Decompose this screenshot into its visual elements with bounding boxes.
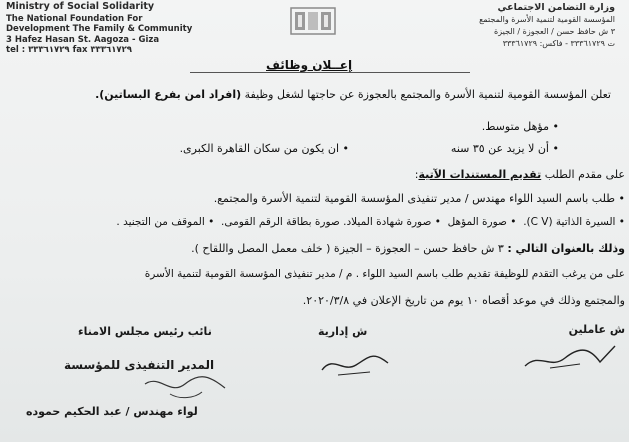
ministry-en: Ministry of Social Solidarity xyxy=(6,1,155,12)
org-en-line1: The National Foundation For xyxy=(6,13,143,24)
intro-line xyxy=(95,88,611,101)
vice-chair-label: نائب رئيس مجلس الامناء xyxy=(78,325,212,338)
arabic-letterhead xyxy=(425,2,615,50)
apply-line-1: على من يرغب التقدم للوظيفة تقديم طلب باسم السيد اللواء . م / مدير تنفيذى المؤسسة القومية لتنمية الأسرة xyxy=(144,268,625,280)
address-label: وذلك بالعنوان التالي : xyxy=(507,242,625,255)
org-ar: المؤسسة القومية لتنمية الأسرة والمجتمع xyxy=(479,15,615,24)
doc-item-birth: صورة شهادة الميلاد. xyxy=(343,216,432,228)
ad-title: إعــلان وظائف xyxy=(266,58,353,72)
requirement-item: • مؤهل متوسط. xyxy=(481,120,559,133)
workers-signature-mark xyxy=(520,340,620,375)
fax-value: ٣٣٣٦١٧٢٩ xyxy=(90,45,132,55)
doc-item-cv: السيرة الذاتية (C V). xyxy=(523,216,616,228)
contact-en xyxy=(6,45,181,56)
address-value: ٣ ش حافظ حسن – العجوزة – الجيزة ( خلف معمل المصل واللقاح ). xyxy=(191,242,504,255)
address-en: 3 Hafez Hasan St. Aagoza - Giza xyxy=(6,34,160,45)
workers-signature-label: ش عاملين xyxy=(568,323,625,336)
doc-item-military: الموقف من التجنيد . xyxy=(116,216,205,228)
foundation-logo-icon xyxy=(289,6,337,36)
signatory-name: لواء مهندس / عبد الحكيم حموده xyxy=(26,405,198,418)
doc-item-id: صورة بطاقة الرقم القومى. xyxy=(221,216,340,228)
docs-intro: على مقدم الطلب تقديم المستندات الآتية: xyxy=(414,168,625,181)
exec-director-label: المدير التنفيذى للمؤسسة xyxy=(64,358,215,372)
intro-text: تعلن المؤسسة القومية لتنمية الأسرة والمجتمع بالعجوزة عن حاجتها لشغل وظيفة xyxy=(244,88,611,101)
intro-highlight: (افراد امن بفرع البساتين). xyxy=(95,88,242,101)
requirement-item: • ان يكون من سكان القاهرة الكبرى. xyxy=(179,142,349,155)
requirement-item: • أن لا يزيد عن ٣٥ سنه xyxy=(450,142,559,155)
admin-signature-label: ش إدارية xyxy=(318,325,368,338)
title-divider xyxy=(190,72,470,73)
english-letterhead xyxy=(6,1,193,56)
doc-items-row: • السيرة الذاتية (C V). • صورة المؤهل • صورة شهادة الميلاد. صورة بطاقة الرقم القومى. • الموقف من التجنيد . xyxy=(116,216,625,228)
doc-item-request: • طلب باسم السيد اللواء مهندس / مدير تنفيذى المؤسسة القومية لتنمية الأسرة والمجتمع. xyxy=(213,192,625,205)
address-ar: ٣ ش حافظ حسن / العجوزة / الجيزة xyxy=(494,27,615,36)
tel-value: ٣٣٣٦١٧٢٩ xyxy=(28,45,70,55)
admin-signature-mark xyxy=(318,345,398,380)
org-en-line2: Development The Family & Community xyxy=(6,24,193,34)
doc-item-qualification: صورة المؤهل xyxy=(447,216,507,228)
ministry-ar: وزارة التضامن الاجتماعي xyxy=(497,2,615,13)
phone-ar: ت ٣٣٣٦١٧٢٩ - فاكس: ٣٣٣٦١٧٢٩ xyxy=(502,39,615,48)
address-line xyxy=(191,242,625,255)
director-signature-mark xyxy=(140,372,230,402)
fax-label: fax xyxy=(72,45,88,55)
apply-line-2: والمجتمع وذلك في موعد أقصاه ١٠ يوم من تاريخ الإعلان في ٢٠٢٠/٣/٨. xyxy=(302,294,625,307)
docs-heading: تقديم المستندات الآتية xyxy=(418,168,542,181)
tel-label: tel : xyxy=(6,45,26,55)
